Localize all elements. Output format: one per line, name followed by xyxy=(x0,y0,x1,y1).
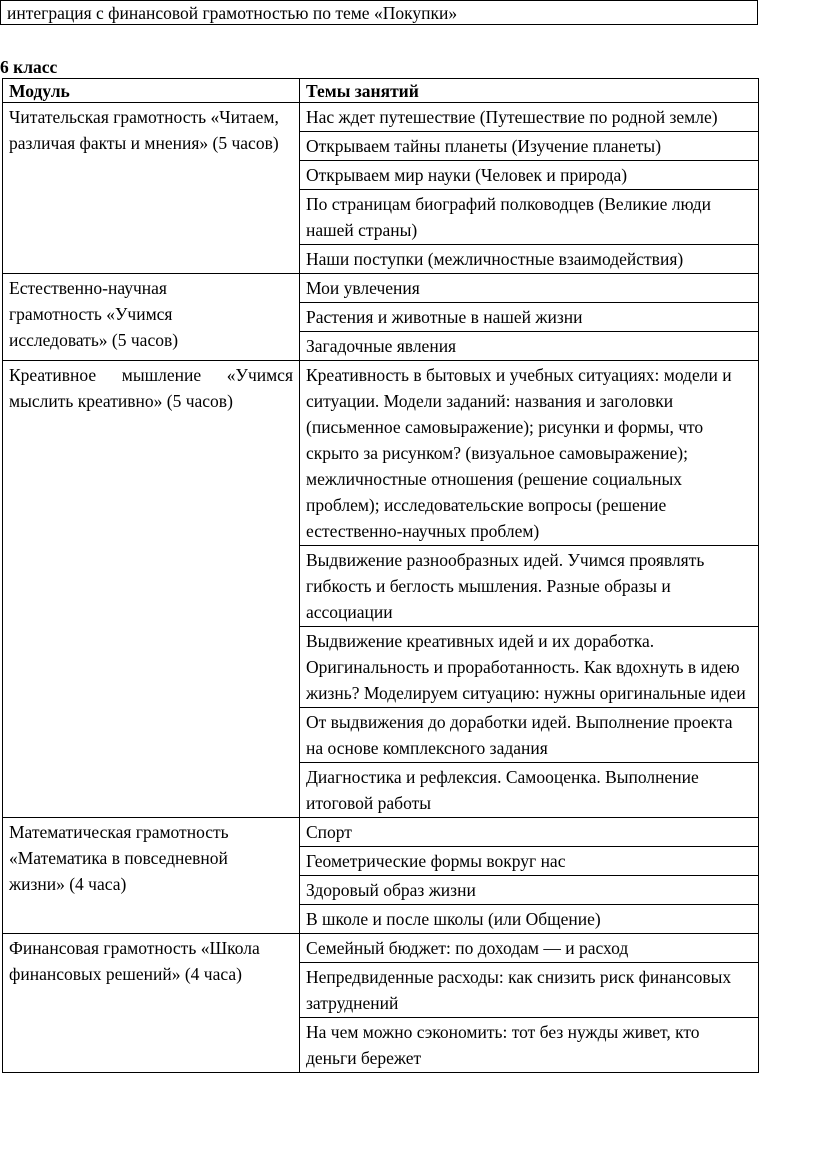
topic-cell: Открываем мир науки (Человек и природа) xyxy=(300,161,759,190)
topic-cell: По страницам биографий полководцев (Великие люди нашей страны) xyxy=(300,190,759,245)
topic-cell: Диагностика и рефлексия. Самооценка. Выполнение итоговой работы xyxy=(300,763,759,818)
table-row xyxy=(3,103,759,132)
module-cell-math: Математическая грамотность «Математика в повседневной жизни» (4 часа) xyxy=(3,818,300,934)
topic-cell: Выдвижение креативных идей и их доработка. Оригинальность и проработанность. Как вдохнуть в идею жизнь? Моделируем ситуацию: нужны оригинальные идеи xyxy=(300,627,759,708)
table-row xyxy=(3,361,759,546)
table-row xyxy=(3,274,759,303)
table-row xyxy=(3,934,759,963)
column-header-topics: Темы занятий xyxy=(300,79,759,103)
module-cell-reading: Читательская грамотность «Читаем, различая факты и мнения» (5 часов) xyxy=(3,103,300,274)
topic-cell: Непредвиденные расходы: как снизить риск финансовых затруднений xyxy=(300,963,759,1018)
topic-cell: Семейный бюджет: по доходам — и расход xyxy=(300,934,759,963)
grade-heading: 6 класс xyxy=(0,57,58,77)
column-header-module: Модуль xyxy=(3,79,300,103)
topic-cell: От выдвижения до доработки идей. Выполнение проекта на основе комплексного задания xyxy=(300,708,759,763)
previous-table-row: интеграция с финансовой грамотностью по теме «Покупки» xyxy=(0,0,758,25)
topic-cell: Нас ждет путешествие (Путешествие по родной земле) xyxy=(300,103,759,132)
topic-cell: Спорт xyxy=(300,818,759,847)
table-header-row xyxy=(3,79,759,103)
topic-cell: Растения и животные в нашей жизни xyxy=(300,303,759,332)
module-cell-science: Естественно-научная грамотность «Учимся исследовать» (5 часов) xyxy=(3,274,300,361)
topic-cell: Креативность в бытовых и учебных ситуациях: модели и ситуации. Модели заданий: названия и заголовки (письменное самовыражение); рисунки и формы, что скрыто за рисунком? (визуальное самовыражение); межличностные отношения (решение социальных проблем); исследовательские вопросы (решение естественно-научных проблем) xyxy=(300,361,759,546)
topic-cell: Мои увлечения xyxy=(300,274,759,303)
module-cell-finance: Финансовая грамотность «Школа финансовых решений» (4 часа) xyxy=(3,934,300,1073)
topic-cell: В школе и после школы (или Общение) xyxy=(300,905,759,934)
topic-cell: Наши поступки (межличностные взаимодействия) xyxy=(300,245,759,274)
topic-cell: Здоровый образ жизни xyxy=(300,876,759,905)
topic-cell: Открываем тайны планеты (Изучение планеты) xyxy=(300,132,759,161)
table-row xyxy=(3,818,759,847)
topic-cell: Геометрические формы вокруг нас xyxy=(300,847,759,876)
module-cell-creative: Креативное мышление «Учимся мыслить креативно» (5 часов) xyxy=(3,361,300,818)
topic-cell: Выдвижение разнообразных идей. Учимся проявлять гибкость и беглость мышления. Разные образы и ассоциации xyxy=(300,546,759,627)
curriculum-table xyxy=(2,78,759,1073)
topic-cell: Загадочные явления xyxy=(300,332,759,361)
topic-cell: На чем можно сэкономить: тот без нужды живет, кто деньги бережет xyxy=(300,1018,759,1073)
